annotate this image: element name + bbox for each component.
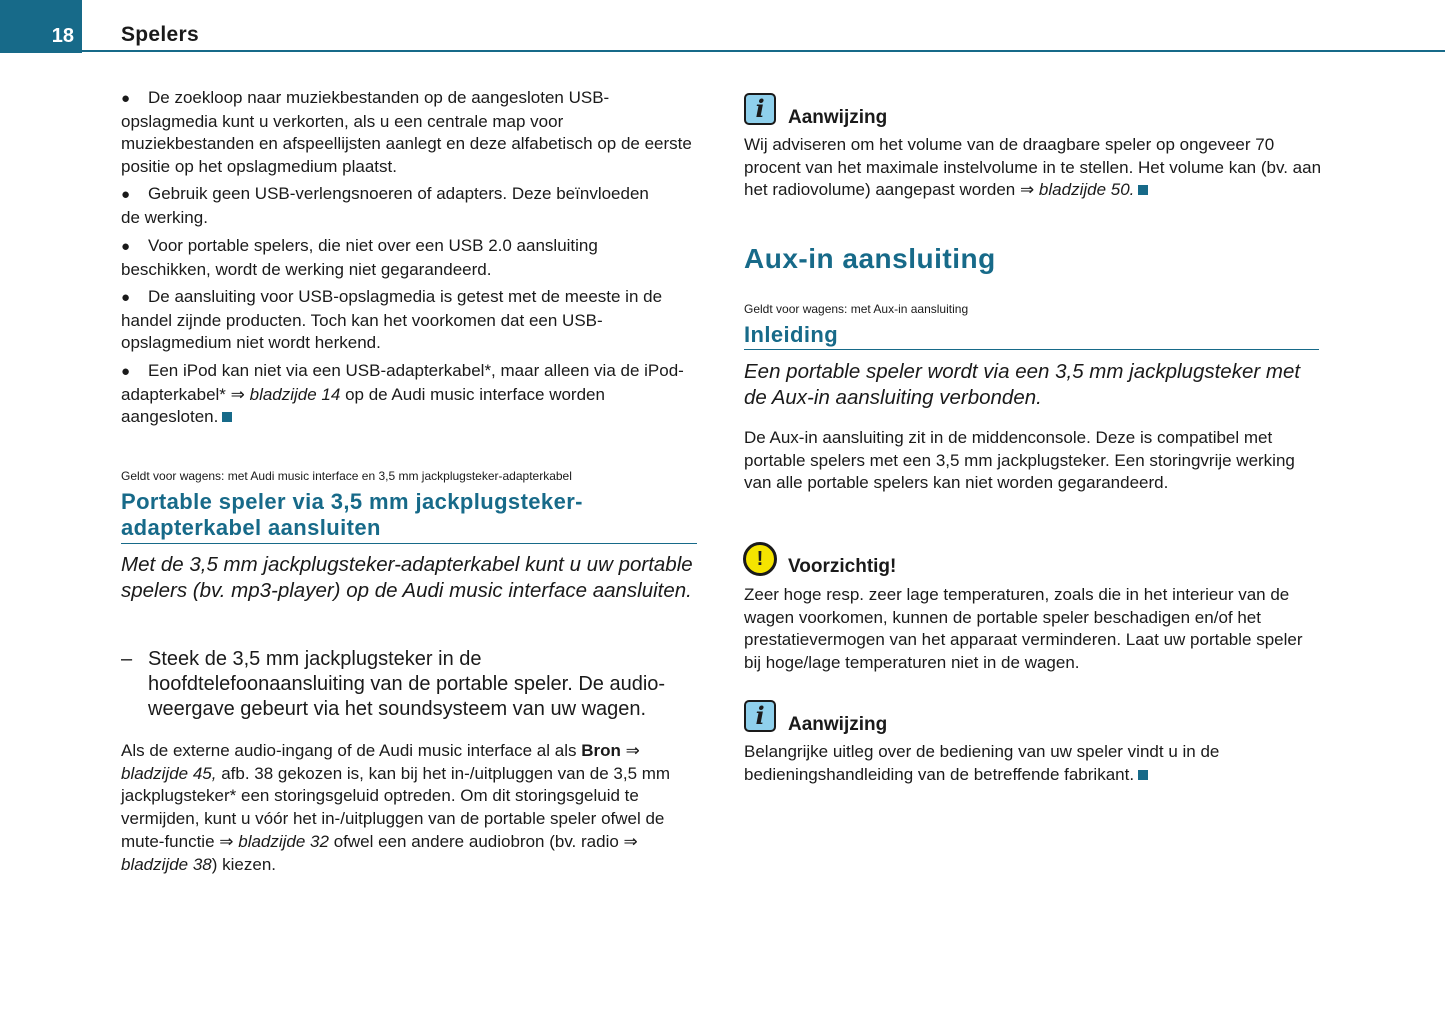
end-of-section-icon	[222, 412, 232, 422]
info-icon: i	[744, 93, 776, 125]
bullet-item: ● De aansluiting voor USB-opslagmedia is getest met de meeste in de handel zijnde producten. Toch kan het voorkomen dat een USB-opslagmedium niet wordt herkend.	[121, 287, 663, 353]
chapter-title: Aux-in aansluiting	[744, 243, 996, 274]
note-text: Belangrijke uitleg over de bediening van uw speler vindt u in de bedieningshandleiding van de betreffende fabrikant.	[744, 742, 1220, 784]
end-of-section-icon	[1138, 770, 1148, 780]
heading-rule	[744, 349, 1319, 350]
note-title: Aanwijzing	[788, 107, 888, 128]
heading-rule	[121, 543, 697, 544]
body-paragraph: Als de externe audio-ingang of de Audi music interface al als Bron ⇒ bladzijde 45, afb. 38 gekozen is, kan bij het in-/uitpluggen van de 3,5 mm jackplugsteker* een storingsgeluid optreden. Om dit storingsgeluid te vermijden, kunt u vóór het in-/uitpluggen van de portable speler ofwel de mute-functie ⇒ bladzijde 32 ofwel een andere audiobron (bv. radio ⇒ bladzijde 38) kiezen.	[121, 741, 671, 874]
bullet-item: ● De zoekloop naar muziekbestanden op de aangesloten USB-opslagmedia kunt u verkorten, als u een centrale map voor muziekbestanden en afspeellijsten aanlegt en deze alfabetisch op de eerste positie op het opslagmedium plaatst.	[121, 88, 692, 177]
note-title: Aanwijzing	[788, 714, 888, 735]
dash-marker: –	[121, 648, 133, 670]
section-heading: Inleiding	[744, 322, 839, 347]
note-text: Wij adviseren om het volume van de draagbare speler op ongeveer 70 procent van het maximale instelvolume in te stellen. Het volume kan (bv. aan het radiovolume) aangepast worden ⇒ bladzijde 50.	[744, 135, 1322, 200]
page-reference-link[interactable]: bladzijde 50.	[1038, 180, 1135, 200]
page-reference-link[interactable]: bladzijde 14	[249, 384, 341, 404]
body-paragraph: De Aux-in aansluiting zit in de middenconsole. Deze is compatibel met portable spelers met een 3,5 mm jackplugsteker. Een storingvrije werking van alle portable spelers kan niet worden gegarandeerd.	[744, 428, 1295, 493]
bullet-icon: ●	[121, 186, 131, 203]
bullet-icon: ●	[121, 363, 131, 380]
bullet-icon: ●	[121, 289, 131, 306]
lead-paragraph: Een portable speler wordt via een 3,5 mm jackplugsteker met de Aux-in aansluiting verbonden.	[744, 360, 1301, 410]
info-icon: i	[744, 700, 776, 732]
section-heading: Portable speler via 3,5 mm jackplugsteker-adapterkabel aansluiten	[121, 489, 583, 540]
applies-to-label: Geldt voor wagens: met Aux-in aansluiting	[744, 302, 969, 316]
bullet-item: ● Een iPod kan niet via een USB-adapterkabel*, maar alleen via de iPod-adapterkabel* ⇒ bladzijde 14 op de Audi music interface worden aangesloten.	[121, 361, 684, 427]
lead-paragraph: Met de 3,5 mm jackplugsteker-adapterkabel kunt u uw portable spelers (bv. mp3-player) op de Audi music interface aansluiten.	[121, 553, 693, 603]
section-title: Spelers	[121, 23, 199, 46]
end-of-section-icon	[1138, 185, 1148, 195]
instruction-step: – Steek de 3,5 mm jackplugsteker in de hoofdtelefoonaansluiting van de portable speler. De audio-weergave gebeurt via het soundsysteem van uw wagen.	[121, 648, 666, 720]
caution-title: Voorzichtig!	[788, 556, 897, 577]
page-reference-link[interactable]: bladzijde 45,	[121, 763, 217, 783]
page-reference-link[interactable]: bladzijde 38	[121, 854, 212, 874]
bullet-item: ● Voor portable spelers, die niet over een USB 2.0 aansluiting beschikken, wordt de werking niet gegarandeerd.	[121, 236, 598, 279]
applies-to-label: Geldt voor wagens: met Audi music interface en 3,5 mm jackplugsteker-adapterkabel	[121, 469, 572, 483]
caution-text: Zeer hoge resp. zeer lage temperaturen, zoals die in het interieur van de wagen voorkomen, kunnen de portable speler beschadigen en/of het prestatievermogen van het apparaat verminderen. Laat uw portable speler bij hoge/lage temperaturen niet in de wagen.	[744, 585, 1303, 673]
bullet-icon: ●	[121, 90, 131, 107]
bullet-item: ● Gebruik geen USB-verlengsnoeren of adapters. Deze beïnvloeden de werking.	[121, 184, 649, 227]
bullet-icon: ●	[121, 238, 131, 255]
warning-icon: !	[743, 542, 777, 576]
header-rule	[82, 50, 1445, 52]
page-number: 18	[51, 25, 74, 47]
page-reference-link[interactable]: bladzijde 32	[238, 831, 329, 851]
